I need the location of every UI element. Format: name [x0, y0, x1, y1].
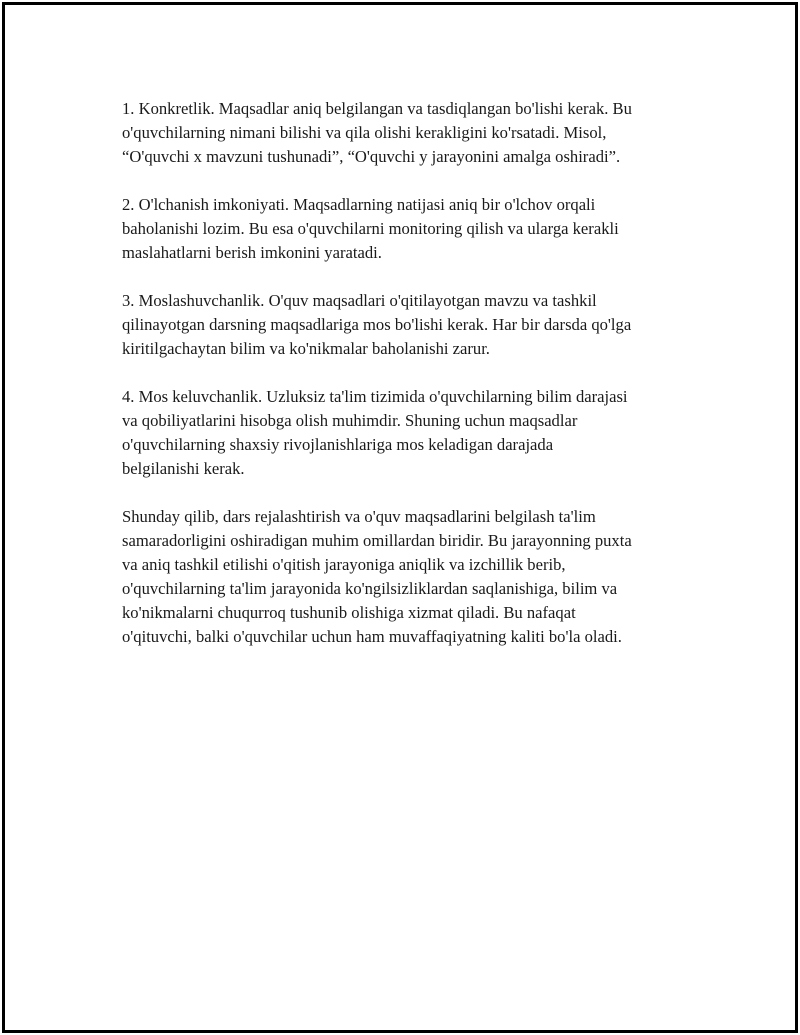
text-line: va qobiliyatlarini hisobga olish muhimdir. Shuning uchun maqsadlar: [122, 411, 578, 430]
text-line: kiritilgachaytan bilim va ko'nikmalar baholanishi zarur.: [122, 339, 490, 358]
text-line: “O'quvchi x mavzuni tushunadi”, “O'quvchi y jarayonini amalga oshiradi”.: [122, 147, 621, 166]
text-line: va aniq tashkil etilishi o'qitish jarayoniga aniqlik va izchillik berib,: [122, 555, 566, 574]
text-line: o'quvchilarning shaxsiy rivojlanishlariga mos keladigan darajada: [122, 435, 554, 454]
text-line: o'quvchilarning ta'lim jarayonida ko'ngilsizliklardan saqlanishiga, bilim va: [122, 579, 618, 598]
text-line: 2. O'lchanish imkoniyati. Maqsadlarning natijasi aniq bir o'lchov orqali: [122, 195, 596, 214]
text-line: 1. Konkretlik. Maqsadlar aniq belgilangan va tasdiqlangan bo'lishi kerak. Bu: [122, 99, 632, 118]
paragraph-mos-keluvchanlik: [122, 385, 702, 481]
paragraph-moslashuvchanlik: [122, 289, 702, 361]
paragraph-konkretlik: [122, 97, 702, 169]
paragraph-olchanish: [122, 193, 702, 265]
text-line: samaradorligini oshiradigan muhim omillardan biridir. Bu jarayonning puxta: [122, 531, 632, 550]
text-line: Shunday qilib, dars rejalashtirish va o'quv maqsadlarini belgilash ta'lim: [122, 507, 596, 526]
text-line: o'qituvchi, balki o'quvchilar uchun ham muvaffaqiyatning kaliti bo'la oladi.: [122, 627, 622, 646]
text-line: ko'nikmalarni chuqurroq tushunib olishiga xizmat qiladi. Bu nafaqat: [122, 603, 576, 622]
text-line: baholanishi lozim. Bu esa o'quvchilarni monitoring qilish va ularga kerakli: [122, 219, 619, 238]
text-line: 4. Mos keluvchanlik. Uzluksiz ta'lim tizimida o'quvchilarning bilim darajasi: [122, 387, 628, 406]
text-line: 3. Moslashuvchanlik. O'quv maqsadlari o'qitilayotgan mavzu va tashkil: [122, 291, 597, 310]
text-line: belgilanishi kerak.: [122, 459, 245, 478]
document-body: [122, 97, 702, 673]
text-line: qilinayotgan darsning maqsadlariga mos bo'lishi kerak. Har bir darsda qo'lga: [122, 315, 632, 334]
paragraph-conclusion: [122, 505, 702, 649]
text-line: o'quvchilarning nimani bilishi va qila olishi kerakligini ko'rsatadi. Misol,: [122, 123, 607, 142]
text-line: maslahatlarni berish imkonini yaratadi.: [122, 243, 382, 262]
page-frame: [2, 2, 798, 1033]
